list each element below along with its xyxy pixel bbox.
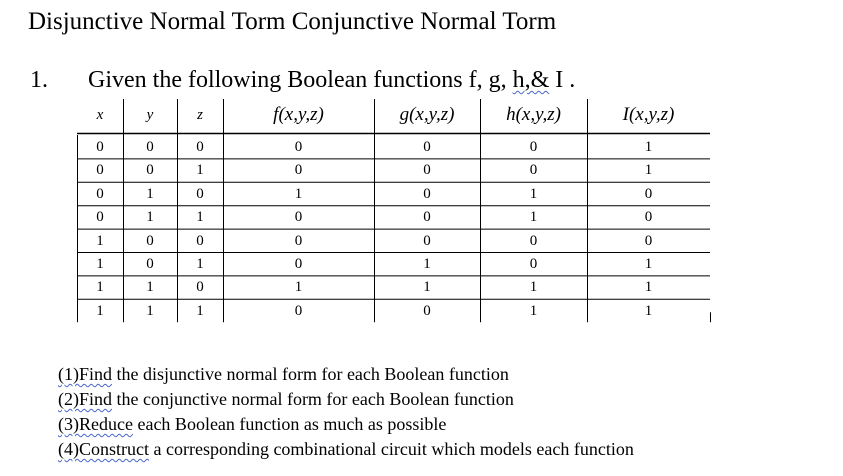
table-cell: 1 xyxy=(196,209,204,226)
table-cell: 1 xyxy=(529,209,538,226)
question-text-prefix: Given the following Boolean functions f, g, xyxy=(88,67,513,93)
table-cell: 0 xyxy=(196,185,204,202)
table-cell: 0 xyxy=(423,162,431,179)
task-text: the conjunctive normal form for each Boolean function xyxy=(112,389,514,409)
task-item xyxy=(58,387,634,412)
question-text-suffix: I . xyxy=(549,67,576,93)
table-cell: 1 xyxy=(196,256,204,272)
table-cell: 1 xyxy=(529,185,538,202)
table-cell: 1 xyxy=(644,256,653,272)
table-cell: 1 xyxy=(644,302,653,319)
task-text: each Boolean function as much as possible xyxy=(132,414,447,434)
table-cell: 1 xyxy=(146,185,154,202)
task-list xyxy=(58,362,634,462)
task-text: a corresponding combinational circuit which models each function xyxy=(148,439,634,459)
table-cell: 0 xyxy=(294,232,303,249)
table-header-cell: f(x,y,z) xyxy=(273,104,324,125)
table-cell: 0 xyxy=(196,139,204,155)
table-cell: 0 xyxy=(146,232,154,249)
table-cell: 0 xyxy=(196,232,204,249)
table-cell: 1 xyxy=(294,185,303,202)
table-cell: 1 xyxy=(644,139,653,155)
table-cell: 1 xyxy=(96,279,104,296)
task-item xyxy=(58,362,634,387)
table-cell: 1 xyxy=(644,279,653,296)
page-title: Disjunctive Normal Torm Conjunctive Normal Torm xyxy=(28,8,557,35)
table-cell: 0 xyxy=(146,139,154,155)
table-header-cell: x xyxy=(96,107,104,123)
table-cell: 1 xyxy=(294,279,303,296)
table-cell: 0 xyxy=(529,139,538,155)
table-cell: 0 xyxy=(644,185,653,202)
table-cell: 0 xyxy=(294,162,303,179)
table-cell: 1 xyxy=(96,302,104,319)
task-text: the disjunctive normal form for each Boolean function xyxy=(112,364,509,384)
table-cell: 0 xyxy=(294,139,303,155)
table-cell: 1 xyxy=(529,302,538,319)
table-cell: 1 xyxy=(146,302,154,319)
question-number: 1. xyxy=(30,67,48,93)
table-cell: 0 xyxy=(423,209,431,226)
task-number: (1)Find xyxy=(58,364,112,384)
table-cell: 0 xyxy=(423,232,431,249)
task-number: (2)Find xyxy=(58,389,112,409)
table-cell: 0 xyxy=(423,185,431,202)
question-text-underlined: h,& xyxy=(512,67,550,93)
table-cell: 0 xyxy=(96,209,104,226)
table-cell: 0 xyxy=(529,232,538,249)
table-cell: 1 xyxy=(146,279,154,296)
table-cell: 0 xyxy=(423,139,431,155)
table-cell: 0 xyxy=(294,256,303,272)
table-cell: 0 xyxy=(96,162,104,179)
table-header-cell: I(x,y,z) xyxy=(622,104,675,125)
table-cell: 0 xyxy=(294,302,303,319)
table-cell: 0 xyxy=(529,256,538,272)
table-cell: 0 xyxy=(644,209,653,226)
question-text xyxy=(88,67,575,94)
table-header-cell: g(x,y,z) xyxy=(399,104,455,125)
table-cell: 1 xyxy=(529,279,538,296)
table-header-cell: z xyxy=(197,107,203,123)
table-cell: 1 xyxy=(423,256,431,272)
task-number: (4)Construct xyxy=(58,439,149,459)
table-header-cell: y xyxy=(146,107,154,123)
table-cell: 0 xyxy=(146,256,154,272)
task-number: (3)Reduce xyxy=(58,414,133,434)
task-item xyxy=(58,412,634,437)
table-cell: 0 xyxy=(529,162,538,179)
table-cell: 1 xyxy=(196,302,204,319)
table-cell: 1 xyxy=(423,279,431,296)
table-cell: 0 xyxy=(423,302,431,319)
table-cell: 0 xyxy=(644,232,653,249)
table-cell: 1 xyxy=(96,232,104,249)
table-header-cell: h(x,y,z) xyxy=(506,104,561,125)
table-cell: 0 xyxy=(196,279,204,296)
table-cell: 0 xyxy=(96,185,104,202)
table-cell: 0 xyxy=(96,139,104,155)
table-cell: 0 xyxy=(294,209,303,226)
table-cell: 1 xyxy=(146,209,154,226)
table-cell: 1 xyxy=(96,256,104,272)
table-cell: 1 xyxy=(196,162,204,179)
task-item xyxy=(58,437,634,462)
table-cell: 0 xyxy=(146,162,154,179)
table-cell: 1 xyxy=(644,162,653,179)
